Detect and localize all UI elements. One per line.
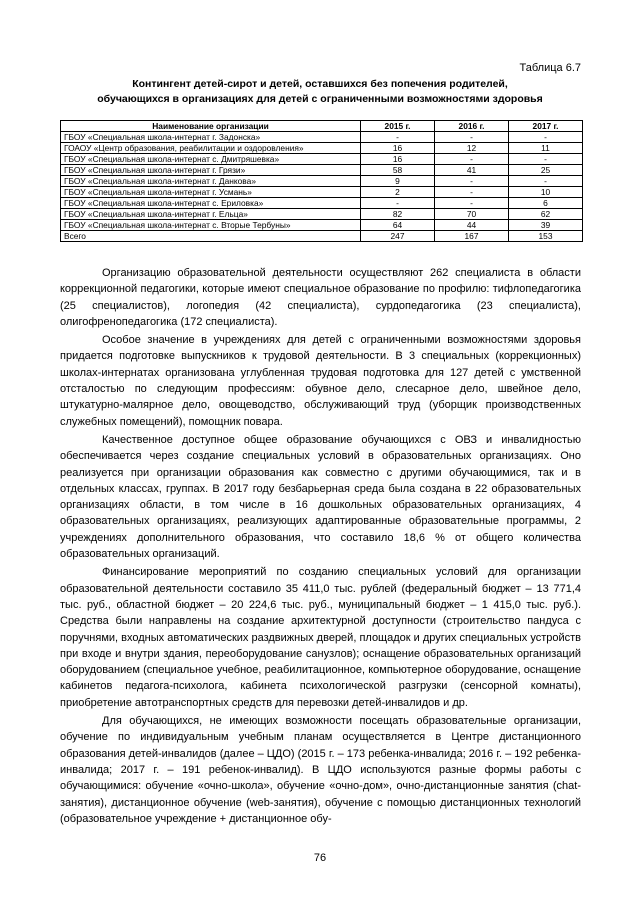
value-2015: 16 bbox=[361, 143, 435, 154]
table-label: Таблица 6.7 bbox=[519, 62, 581, 74]
paragraph-distance-education: Для обучающихся, не имеющих возможности посещать образовательные организации, обучение по индивидуальным учебным планам осуществляется в Центре дистанционного образования детей-инвалидов (далее – ЦДО) (2015 г. – 173 ребенка-инвалида; 2016 г. – 192 ребенка-инвалида; 2017 г. – 191 ребенок-инвалид). В ЦДО используются разные формы работы с обучающимися: обучение «очно-школа», обучение «очно-дом», очно-дистанционные занятия (chat-занятия), дистанционное обучение (web-занятия), обучение с помощью дистанционных технологий (образовательное учреждение + дистанционное обу- bbox=[60, 715, 581, 825]
value-2016: - bbox=[435, 176, 509, 187]
value-2016: 41 bbox=[435, 165, 509, 176]
column-header-2016: 2016 г. bbox=[435, 121, 509, 132]
organization-name: ГБОУ «Специальная школа-интернат г. Ельца» bbox=[61, 209, 361, 220]
organization-name: ГБОУ «Специальная школа-интернат с. Вторые Тербуны» bbox=[61, 220, 361, 231]
value-2017: - bbox=[509, 176, 583, 187]
value-2017: 25 bbox=[509, 165, 583, 176]
table-row bbox=[61, 209, 583, 220]
paragraph-financing: Финансирование мероприятий по созданию специальных условий для организации образовательной деятельности составило 35 411,0 тыс. рублей (федеральный бюджет – 13 771,4 тыс. руб., областной бюджет – 20 224,6 тыс. руб., муниципальный бюджет – 1 415,0 тыс. руб.). Средства были направлены на создание архитектурной доступности (строительство пандуса с поручнями, входных автоматических раздвижных дверей, площадок и других специальных устройств при входе и внутри здания, переоборудование санузлов); оснащение образовательных организаций оборудованием (специальное учебное, реабилитационное, компьютерное оборудование, оснащение кабинетов педагога-психолога, кабинета психологической разгрузки (сенсорной комнаты), приобретение автотранспортных средств для перевозки детей-инвалидов и др. bbox=[60, 566, 581, 709]
value-2017: 10 bbox=[509, 187, 583, 198]
table-row bbox=[61, 187, 583, 198]
column-header-2015: 2015 г. bbox=[361, 121, 435, 132]
organization-name: ГБОУ «Специальная школа-интернат с. Ериловка» bbox=[61, 198, 361, 209]
organization-name: ГОАОУ «Центр образования, реабилитации и оздоровления» bbox=[61, 143, 361, 154]
value-2015: 2 bbox=[361, 187, 435, 198]
column-header-organization: Наименование организации bbox=[61, 121, 361, 132]
value-2017: - bbox=[509, 154, 583, 165]
value-2017: - bbox=[509, 132, 583, 143]
value-2017: 62 bbox=[509, 209, 583, 220]
value-2016: 12 bbox=[435, 143, 509, 154]
body-text bbox=[60, 265, 581, 829]
value-2015: 58 bbox=[361, 165, 435, 176]
value-2015: 16 bbox=[361, 154, 435, 165]
paragraph-labor-training: Особое значение в учреждениях для детей с ограниченными возможностями здоровья придается подготовке выпускников к трудовой деятельности. В 3 специальных (коррекционных) школах-интернатах организована углубленная трудовая подготовка для 127 детей с умственной отсталостью по следующим профессиям: обувное дело, слесарное дело, швейное дело, штукатурно-малярное дело, овощеводство, обслуживающий труд (уборщик производственных служебных помещений), помощник повара. bbox=[60, 334, 581, 428]
paragraph-specialists: Организацию образовательной деятельности осуществляют 262 специалиста в области коррекционной педагогики, которые имеют специальное образование по профилю: тифлопедагогика (25 специалистов), логопедия (42 специалиста), сурдопедагогика (23 специалиста), олигофренопедагогика (172 специалиста). bbox=[60, 267, 581, 328]
table-title-line-2: обучающихся в организациях для детей с ограниченными возможностями здоровья bbox=[97, 93, 543, 105]
value-2015: - bbox=[361, 198, 435, 209]
total-2017: 153 bbox=[509, 231, 583, 242]
table-total-row bbox=[61, 231, 583, 242]
contingent-table bbox=[60, 120, 583, 242]
value-2015: - bbox=[361, 132, 435, 143]
value-2016: - bbox=[435, 198, 509, 209]
table-row bbox=[61, 220, 583, 231]
table-title-line-1: Контингент детей-сирот и детей, оставшихся без попечения родителей, bbox=[132, 78, 508, 90]
value-2016: - bbox=[435, 187, 509, 198]
value-2016: 44 bbox=[435, 220, 509, 231]
value-2015: 82 bbox=[361, 209, 435, 220]
organization-name: ГБОУ «Специальная школа-интернат с. Дмитряшевка» bbox=[61, 154, 361, 165]
table-header-row bbox=[61, 121, 583, 132]
table-title bbox=[60, 77, 580, 107]
column-header-2017: 2017 г. bbox=[509, 121, 583, 132]
value-2015: 9 bbox=[361, 176, 435, 187]
table-row bbox=[61, 132, 583, 143]
value-2017: 39 bbox=[509, 220, 583, 231]
value-2015: 64 bbox=[361, 220, 435, 231]
value-2016: - bbox=[435, 154, 509, 165]
organization-name: ГБОУ «Специальная школа-интернат г. Грязи» bbox=[61, 165, 361, 176]
organization-name: ГБОУ «Специальная школа-интернат г. Усмань» bbox=[61, 187, 361, 198]
value-2017: 6 bbox=[509, 198, 583, 209]
paragraph-accessible-education: Качественное доступное общее образование обучающихся с ОВЗ и инвалидностью обеспечивается через создание специальных условий в образовательных организациях. Оно реализуется при организации образования как совместно с другими обучающимися, так и в отдельных классах, группах. В 2017 году безбарьерная среда была создана в 22 образовательных организациях области, в том числе в 16 дошкольных образовательных организациях, 4 образовательных организациях, реализующих адаптированные образовательные программы, 2 учреждениях дополнительного образования, что составило 18,6 % от общего количества образовательных организаций. bbox=[60, 433, 581, 561]
organization-name: ГБОУ «Специальная школа-интернат г. Данкова» bbox=[61, 176, 361, 187]
table-row bbox=[61, 176, 583, 187]
table-row bbox=[61, 165, 583, 176]
page-number: 76 bbox=[313, 852, 327, 864]
table-row bbox=[61, 143, 583, 154]
table-row bbox=[61, 154, 583, 165]
total-2016: 167 bbox=[435, 231, 509, 242]
total-2015: 247 bbox=[361, 231, 435, 242]
value-2016: 70 bbox=[435, 209, 509, 220]
organization-name: ГБОУ «Специальная школа-интернат г. Задонска» bbox=[61, 132, 361, 143]
table-row bbox=[61, 198, 583, 209]
total-label: Всего bbox=[61, 231, 361, 242]
value-2017: 11 bbox=[509, 143, 583, 154]
value-2016: - bbox=[435, 132, 509, 143]
